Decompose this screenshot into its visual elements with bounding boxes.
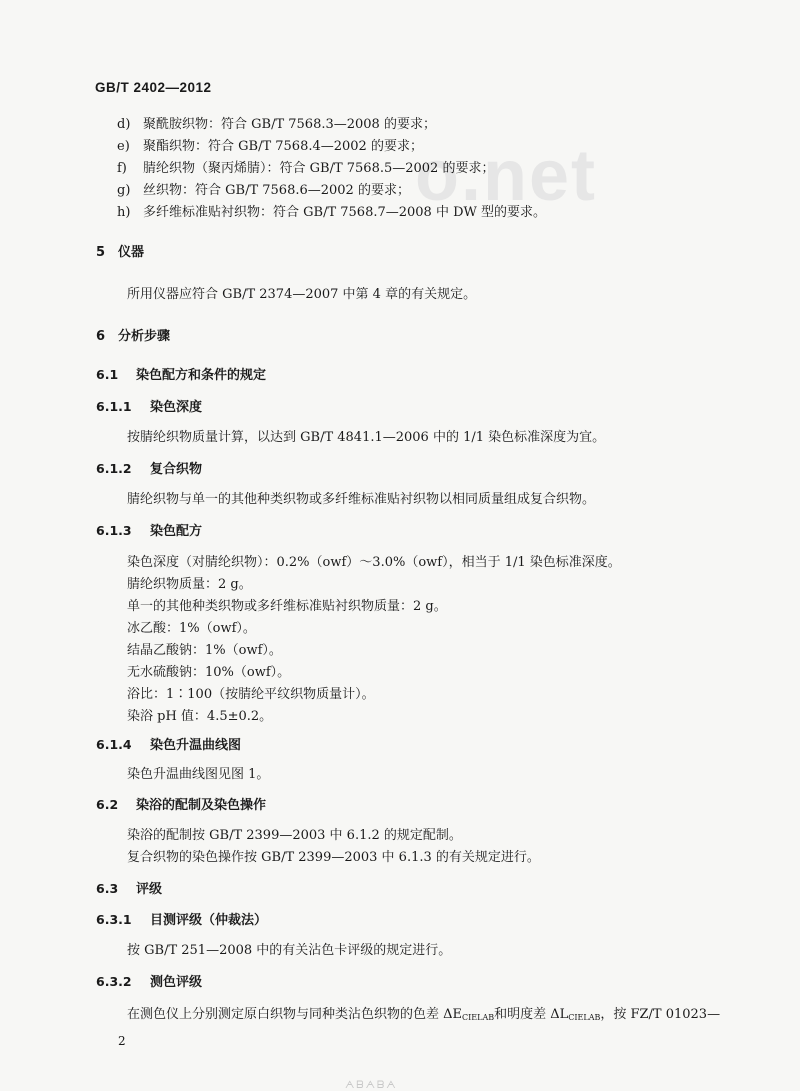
section-title: 染浴的配制及染色操作 — [136, 798, 267, 813]
list-item — [117, 183, 410, 199]
subscript: CIELAB — [462, 1013, 495, 1022]
paragraph: 所用仪器应符合 GB/T 2374—2007 中第 4 章的有关规定。 — [127, 287, 477, 302]
list-item — [117, 161, 494, 177]
section-heading-5 — [96, 245, 144, 261]
paragraph: 按 GB/T 251—2008 中的有关沾色卡评级的规定进行。 — [127, 943, 452, 958]
recipe-line: 单一的其他种类织物或多纤维标准贴衬织物质量：2 g。 — [127, 599, 447, 614]
section-number: 5 — [96, 245, 106, 260]
paragraph-text: 和明度差 ΔL — [494, 1007, 569, 1022]
section-number: 6.1.3 — [96, 523, 132, 538]
list-item-text: 聚酯织物：符合 GB/T 7568.4—2002 的要求； — [143, 139, 423, 154]
list-item — [117, 205, 546, 221]
list-item — [117, 139, 423, 155]
section-heading-6-3 — [96, 881, 162, 898]
paragraph: 复合织物的染色操作按 GB/T 2399—2003 中 6.1.3 的有关规定进行。 — [127, 850, 540, 865]
section-number: 6.3 — [96, 881, 119, 896]
recipe-line: 腈纶织物质量：2 g。 — [127, 577, 252, 592]
recipe-line: 结晶乙酸钠：1%（owf）。 — [127, 643, 282, 658]
section-heading-6-1-3 — [96, 523, 202, 540]
footer-mark: ᗅᗷᗅᗷᗅ — [345, 1080, 398, 1091]
section-heading-6-3-2 — [96, 974, 202, 991]
section-title: 分析步骤 — [118, 329, 171, 344]
page-number: 2 — [118, 1034, 126, 1048]
section-number: 6.1.1 — [96, 399, 132, 414]
section-number: 6.1.4 — [96, 737, 132, 752]
section-heading-6-1 — [96, 367, 266, 384]
watermark: o.net — [415, 136, 597, 216]
section-title: 评级 — [136, 882, 163, 897]
section-title: 染色深度 — [150, 400, 203, 415]
recipe-line: 染色深度（对腈纶织物）：0.2%（owf）～3.0%（owf），相当于 1/1 染色标准深度。 — [127, 555, 621, 570]
section-title: 染色配方 — [150, 524, 203, 539]
section-number: 6 — [96, 329, 106, 344]
list-item-text: 多纤维标准贴衬织物：符合 GB/T 7568.7—2008 中 DW 型的要求。 — [143, 205, 547, 220]
section-heading-6-3-1 — [96, 912, 267, 929]
section-title: 复合织物 — [150, 462, 203, 477]
section-heading-6-1-1 — [96, 399, 202, 416]
subscript: CIELAB — [568, 1013, 601, 1022]
section-number: 6.1.2 — [96, 461, 132, 476]
section-title: 染色升温曲线图 — [150, 738, 242, 753]
section-number: 6.3.1 — [96, 912, 132, 927]
section-title: 仪器 — [118, 245, 145, 260]
section-number: 6.3.2 — [96, 974, 132, 989]
section-number: 6.2 — [96, 797, 119, 812]
section-title: 测色评级 — [150, 975, 203, 990]
paragraph: 腈纶织物与单一的其他种类织物或多纤维标准贴衬织物以相同质量组成复合织物。 — [127, 492, 596, 507]
paragraph: 按腈纶织物质量计算，以达到 GB/T 4841.1—2006 中的 1/1 染色标准深度为宜。 — [127, 430, 606, 445]
paragraph: 染色升温曲线图见图 1。 — [127, 767, 270, 782]
section-heading-6-1-2 — [96, 461, 202, 478]
recipe-line: 无水硫酸钠：10%（owf）。 — [127, 665, 291, 680]
recipe-line: 染浴 pH 值：4.5±0.2。 — [127, 709, 273, 724]
paragraph — [127, 1007, 720, 1026]
list-item-label: e) — [117, 139, 130, 154]
list-item-label: h) — [117, 205, 131, 220]
list-item-label: f) — [117, 161, 127, 176]
section-title: 染色配方和条件的规定 — [136, 368, 267, 383]
list-item-text: 聚酰胺织物：符合 GB/T 7568.3—2008 的要求； — [143, 117, 436, 132]
standard-header: GB/T 2402—2012 — [95, 80, 212, 95]
list-item-label: g) — [117, 183, 131, 198]
recipe-line: 浴比：1∶100（按腈纶平纹织物质量计）。 — [127, 687, 375, 702]
list-item — [117, 117, 436, 133]
section-number: 6.1 — [96, 367, 119, 382]
paragraph-text: ，按 FZ/T 01023— — [600, 1007, 721, 1022]
paragraph-text: 在测色仪上分别测定原白织物与同种类沾色织物的色差 ΔE — [127, 1007, 463, 1022]
list-item-text: 丝织物：符合 GB/T 7568.6—2002 的要求； — [143, 183, 410, 198]
section-heading-6 — [96, 329, 170, 345]
paragraph: 染浴的配制按 GB/T 2399—2003 中 6.1.2 的规定配制。 — [127, 828, 462, 843]
section-title: 目测评级（仲裁法） — [150, 913, 268, 928]
section-heading-6-1-4 — [96, 737, 241, 754]
section-heading-6-2 — [96, 797, 266, 814]
list-item-text: 腈纶织物（聚丙烯腈）：符合 GB/T 7568.5—2002 的要求； — [143, 161, 495, 176]
list-item-label: d) — [117, 117, 131, 132]
recipe-line: 冰乙酸：1%（owf）。 — [127, 621, 256, 636]
